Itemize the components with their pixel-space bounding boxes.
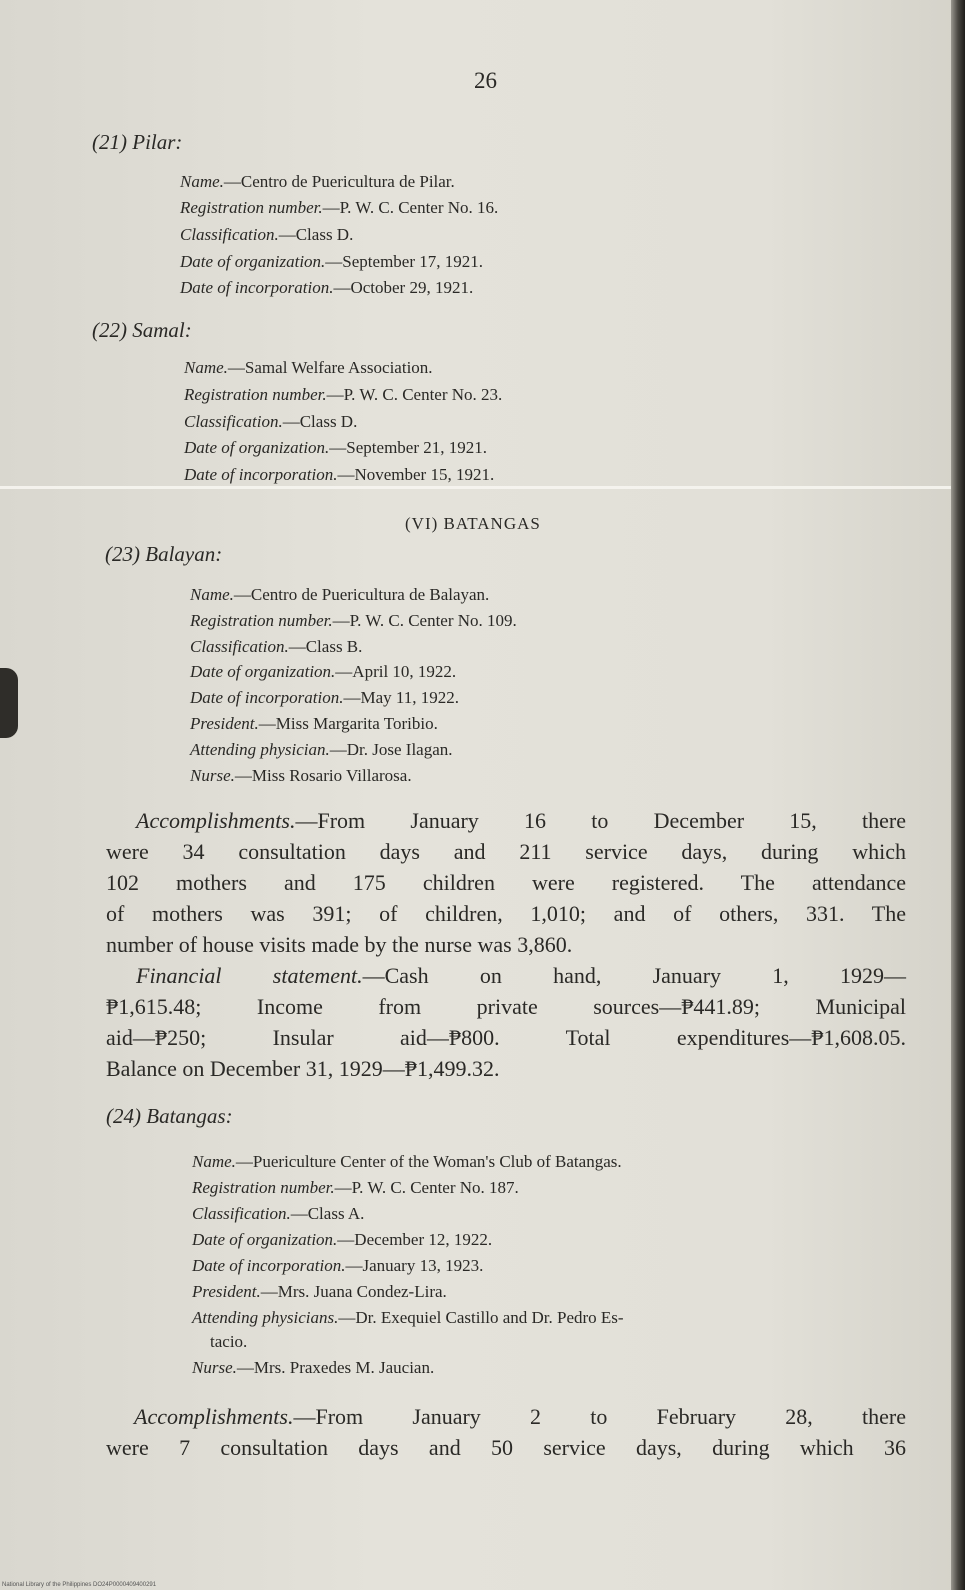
paragraph-line: were 34 consultation days and 211 service days, during which [106, 839, 906, 864]
balayan-financial-statement [106, 963, 906, 1087]
page-number: 26 [474, 68, 497, 93]
field-row [192, 1204, 364, 1224]
field-row [180, 225, 353, 245]
field-row [192, 1256, 483, 1276]
field-label: Date of incorporation. [192, 1256, 346, 1275]
paragraph-line: Balance on December 31, 1929—₱1,499.32. [106, 1056, 500, 1081]
paragraph-line: number of house visits made by the nurse was 3,860. [106, 932, 573, 957]
field-label: Attending physicians. [192, 1308, 339, 1327]
field-row [192, 1178, 519, 1198]
field-row [180, 172, 455, 192]
field-value: —Class D. [282, 412, 358, 431]
field-value: —Samal Welfare Association. [227, 358, 433, 377]
field-row [190, 714, 438, 734]
field-value: —January 13, 1923. [345, 1256, 484, 1275]
field-row [190, 585, 489, 605]
field-value: —Dr. Exequiel Castillo and Dr. Pedro Es- [338, 1308, 624, 1327]
field-label: Date of incorporation. [184, 465, 338, 484]
field-value: —Class A. [290, 1204, 365, 1223]
province-heading: (VI) BATANGAS [405, 514, 541, 533]
paragraph-label: Accomplishments. [134, 1404, 294, 1429]
field-value: —November 15, 1921. [337, 465, 495, 484]
field-label: Date of incorporation. [180, 278, 334, 297]
field-label: Name. [190, 585, 234, 604]
field-label: Date of organization. [180, 252, 326, 271]
paragraph-line: aid—₱250; Insular aid—₱800. Total expenditures—₱1,608.05. [106, 1025, 906, 1050]
field-row [192, 1152, 622, 1172]
field-value: —P. W. C. Center No. 109. [332, 611, 517, 630]
field-row [184, 412, 357, 432]
field-value: tacio. [210, 1332, 248, 1351]
field-label: Date of organization. [184, 438, 330, 457]
field-value: —P. W. C. Center No. 23. [326, 385, 503, 404]
paragraph-line: of mothers was 391; of children, 1,010; and of others, 331. The [106, 901, 906, 926]
field-label: Attending physician. [190, 740, 330, 759]
field-row [192, 1358, 434, 1378]
field-row [192, 1308, 624, 1328]
section-heading-batangas: (24) Batangas: [106, 1104, 233, 1128]
field-label: President. [192, 1282, 261, 1301]
field-value: —Puericulture Center of the Woman's Club of Batangas. [235, 1152, 622, 1171]
field-value: —Class D. [278, 225, 354, 244]
field-row [184, 438, 487, 458]
batangas-accomplishments [106, 1404, 906, 1466]
book-spine-edge [951, 0, 965, 1590]
field-label: Name. [192, 1152, 236, 1171]
field-value: —P. W. C. Center No. 16. [322, 198, 499, 217]
field-value: —Class B. [288, 637, 363, 656]
field-row [190, 637, 362, 657]
field-value: —Centro de Puericultura de Balayan. [233, 585, 490, 604]
field-label: Registration number. [192, 1178, 335, 1197]
field-label: Name. [184, 358, 228, 377]
field-label: Date of incorporation. [190, 688, 344, 707]
field-label: Name. [180, 172, 224, 191]
field-row [192, 1230, 492, 1250]
field-value: —Miss Rosario Villarosa. [234, 766, 412, 785]
archive-footer: National Library of the Philippines DO24P0000409400291 [2, 1582, 157, 1588]
field-label: Registration number. [184, 385, 327, 404]
field-label: Classification. [184, 412, 283, 431]
field-value: —Centro de Puericultura de Pilar. [223, 172, 455, 191]
field-value: —Mrs. Praxedes M. Jaucian. [236, 1358, 435, 1377]
field-value: —December 12, 1922. [337, 1230, 493, 1249]
field-label: Nurse. [192, 1358, 237, 1377]
field-label: Classification. [192, 1204, 291, 1223]
field-value: —April 10, 1922. [335, 662, 457, 681]
field-label: Date of organization. [190, 662, 336, 681]
page-fold-line [0, 486, 955, 489]
field-row [192, 1282, 447, 1302]
field-label: Nurse. [190, 766, 235, 785]
paragraph-label: Accomplishments. [136, 808, 296, 833]
field-value: —Miss Margarita Toribio. [258, 714, 438, 733]
paragraph-line: Financial statement.—Cash on hand, January 1, 1929— [136, 963, 907, 988]
field-label: Registration number. [190, 611, 333, 630]
field-value: —May 11, 1922. [343, 688, 459, 707]
field-label: Date of organization. [192, 1230, 338, 1249]
field-row [190, 611, 517, 631]
field-label: Registration number. [180, 198, 323, 217]
section-heading-balayan: (23) Balayan: [105, 542, 223, 566]
section-heading-samal: (22) Samal: [92, 318, 192, 342]
field-value: —P. W. C. Center No. 187. [334, 1178, 519, 1197]
field-row [184, 385, 502, 405]
field-row [190, 766, 412, 786]
field-label: Classification. [190, 637, 289, 656]
paragraph-line: were 7 consultation days and 50 service days, during which 36 [106, 1435, 906, 1460]
section-heading-pilar: (21) Pilar: [92, 130, 183, 154]
field-row [190, 688, 459, 708]
field-label: President. [190, 714, 259, 733]
balayan-accomplishments [106, 808, 906, 963]
field-value: —Mrs. Juana Condez-Lira. [260, 1282, 447, 1301]
field-row [180, 278, 473, 298]
edge-mark [0, 668, 18, 738]
field-row [180, 198, 498, 218]
paragraph-line: Accomplishments.—From January 2 to February 28, there [134, 1404, 906, 1429]
field-value: —October 29, 1921. [333, 278, 474, 297]
paragraph-line: 102 mothers and 175 children were registered. The attendance [106, 870, 906, 895]
field-value: —September 21, 1921. [329, 438, 487, 457]
field-row [184, 358, 433, 378]
paragraph-line: Accomplishments.—From January 16 to December 15, there [136, 808, 906, 833]
field-value: —Dr. Jose Ilagan. [329, 740, 453, 759]
paragraph-line: ₱1,615.48; Income from private sources—₱441.89; Municipal [106, 994, 906, 1019]
field-value: —September 17, 1921. [325, 252, 483, 271]
field-label: Classification. [180, 225, 279, 244]
field-row [190, 662, 456, 682]
field-row [180, 252, 483, 272]
paragraph-label: Financial statement. [136, 963, 363, 988]
field-row [184, 465, 494, 485]
field-row [190, 740, 453, 760]
field-row-continuation [210, 1332, 247, 1352]
